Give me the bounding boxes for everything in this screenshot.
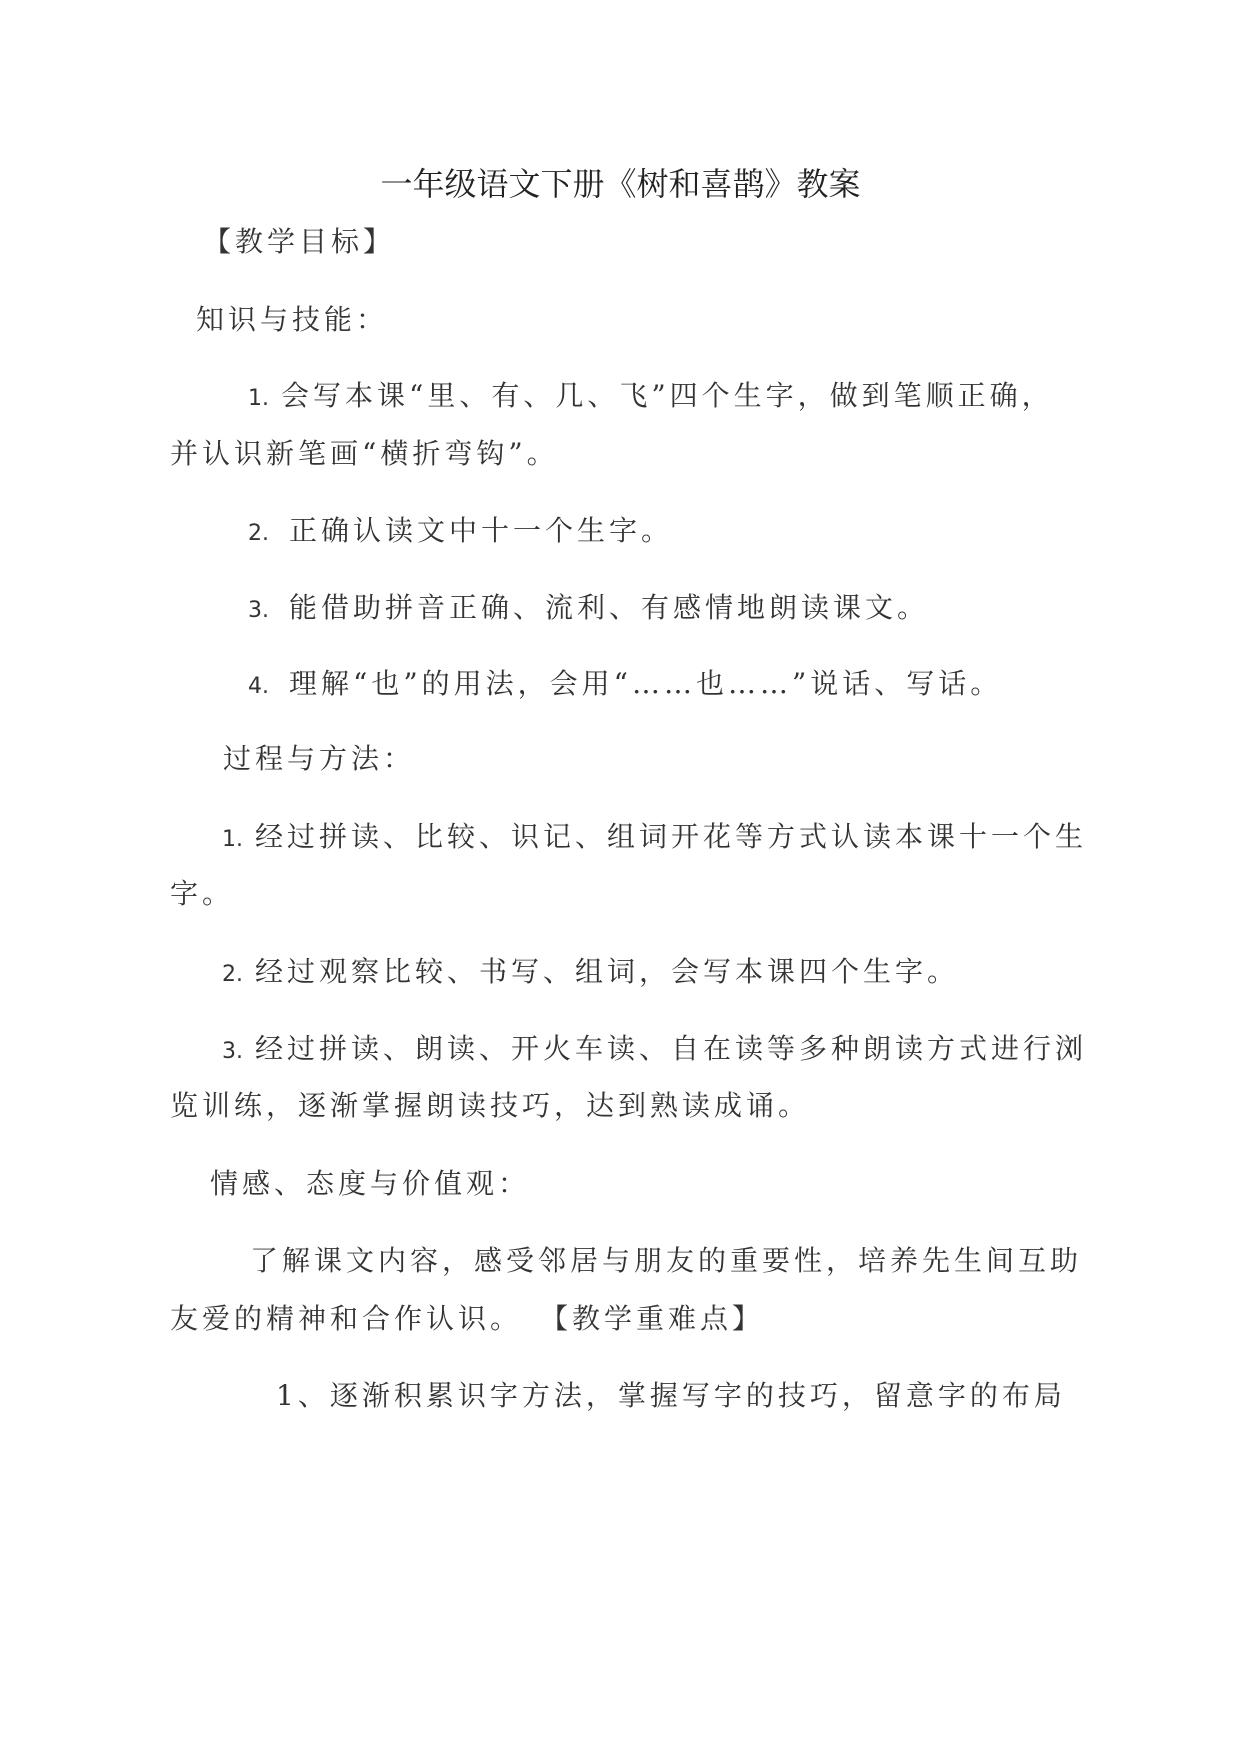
item-text: 理解“也”的用法，会用“……也……”说话、写话。	[289, 667, 1003, 700]
item-number: 3.	[222, 1039, 243, 1064]
item-text: 经过拼读、朗读、开火车读、自在读等多种朗读方式进行浏	[255, 1032, 1088, 1065]
key-point-1: 1、逐渐积累识字方法，掌握写字的技巧，留意字的布局	[276, 1379, 1066, 1412]
knowledge-item-3	[248, 591, 930, 624]
knowledge-item-2	[248, 514, 674, 547]
document-title: 一年级语文下册《树和喜鹊》教案	[380, 165, 861, 203]
item-text: 正确认读文中十一个生字。	[289, 514, 674, 547]
process-item-2	[222, 955, 960, 988]
process-item-1-continued: 字。	[170, 877, 235, 910]
item-text: 经过观察比较、书写、组词，会写本课四个生字。	[255, 955, 960, 988]
subheading-emotion: 情感、态度与价值观：	[210, 1167, 531, 1200]
item-number: 3.	[248, 598, 269, 623]
item-number: 2.	[222, 962, 243, 987]
item-text: 经过拼读、比较、识记、组词开花等方式认读本课十一个生	[255, 820, 1088, 853]
process-item-1	[222, 820, 1088, 853]
item-number: 4.	[248, 674, 269, 699]
knowledge-item-4	[248, 667, 1003, 700]
item-number: 2.	[248, 521, 269, 546]
subheading-knowledge: 知识与技能：	[196, 303, 389, 336]
section-heading-key-points: 【教学重难点】	[540, 1302, 765, 1335]
item-number: 1.	[248, 386, 269, 411]
item-text: 能借助拼音正确、流利、有感情地朗读课文。	[289, 591, 930, 624]
item-text: 会写本课“里、有、几、飞”四个生字，做到笔顺正确，	[281, 379, 1054, 412]
knowledge-item-1-continued: 并认识新笔画“横折弯钩”。	[170, 437, 559, 470]
item-number: 1.	[222, 827, 243, 852]
emotion-paragraph-line-1: 了解课文内容，感受邻居与朋友的重要性，培养先生间互助	[250, 1244, 1083, 1277]
subheading-process: 过程与方法：	[223, 742, 416, 775]
process-item-3-continued: 览训练，逐渐掌握朗读技巧，达到熟读成诵。	[170, 1089, 811, 1122]
process-item-3	[222, 1032, 1088, 1065]
section-heading-goals: 【教学目标】	[203, 225, 396, 258]
emotion-paragraph-line-2: 友爱的精神和合作认识。	[170, 1302, 523, 1335]
knowledge-item-1	[248, 379, 1054, 412]
